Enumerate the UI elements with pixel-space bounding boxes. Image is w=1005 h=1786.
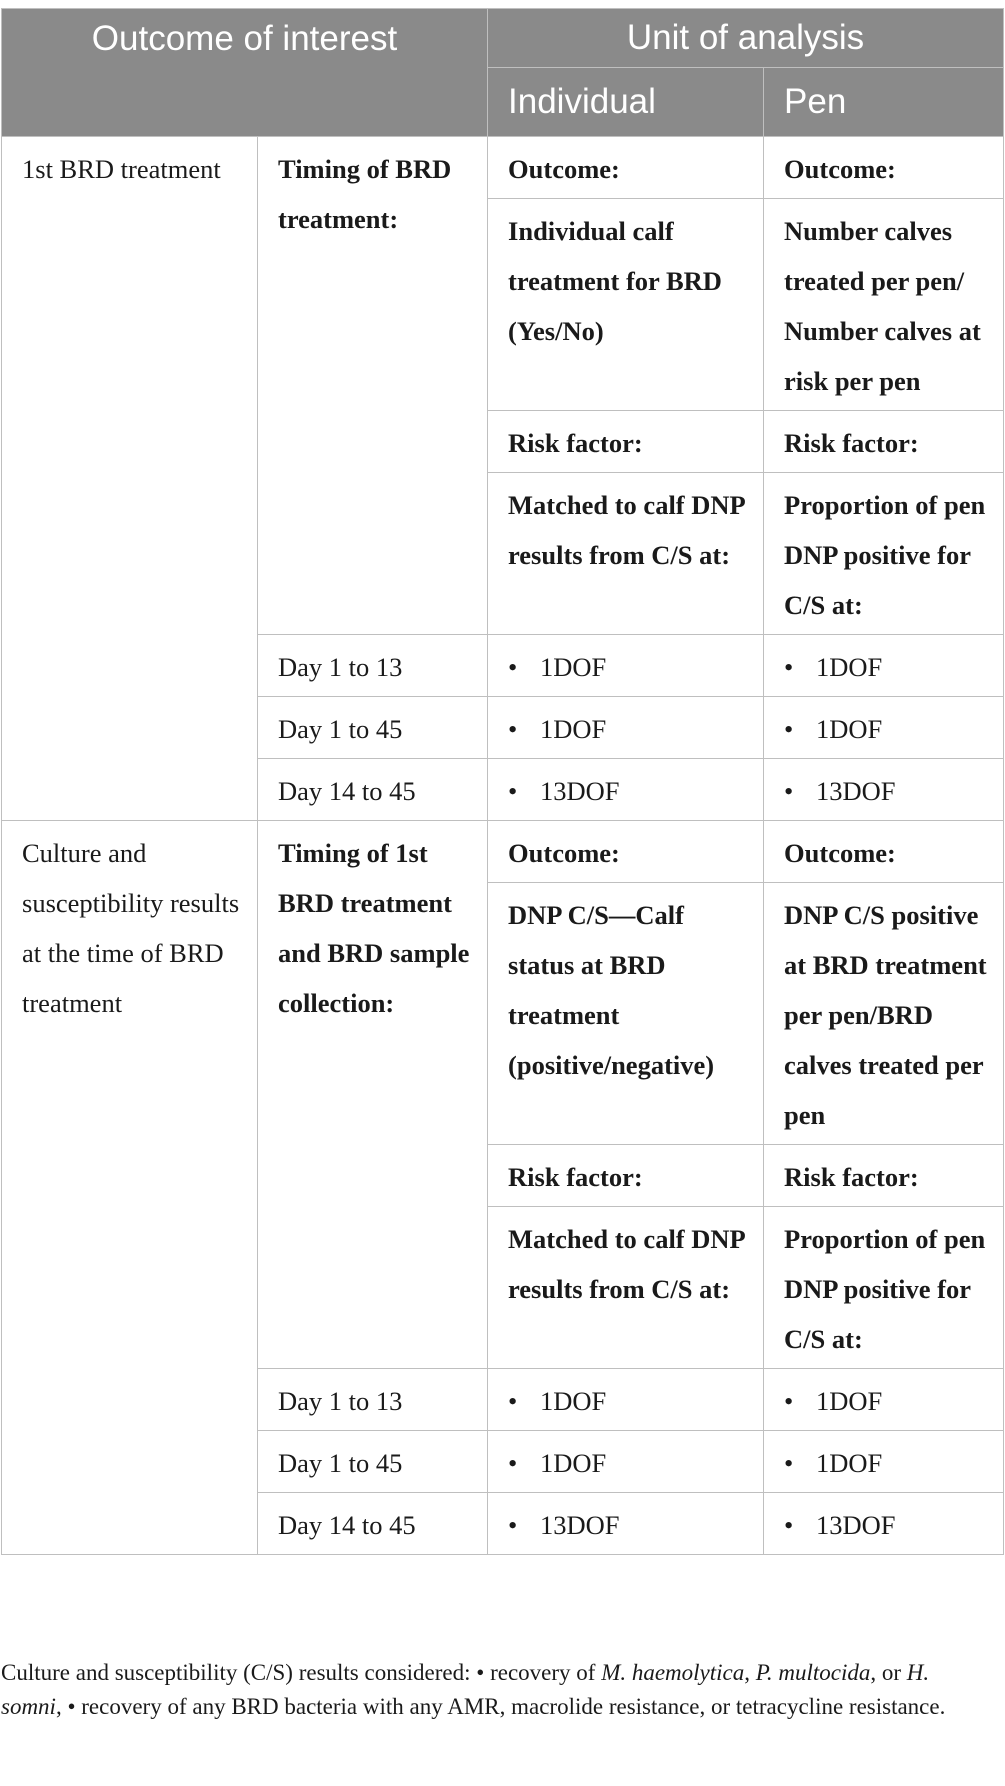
pen-outcome-text: Number calves treated per pen/ Number calves at risk per pen [764, 199, 1004, 411]
individual-value: • 1DOF [488, 1431, 764, 1493]
pen-risk-text: Proportion of pen DNP positive for C/S at: [764, 473, 1004, 635]
bullet-icon: • [784, 1448, 794, 1478]
bullet-icon: • [508, 652, 518, 682]
bullet-icon: • [508, 776, 518, 806]
bullet-icon: • [508, 1386, 518, 1416]
bullet-icon: • [784, 652, 794, 682]
bullet-icon: • [67, 1694, 76, 1719]
pen-value: • 1DOF [764, 1369, 1004, 1431]
header-outcome-of-interest: Outcome of interest [2, 9, 488, 137]
bullet-icon: • [476, 1660, 485, 1685]
individual-risk-text: Matched to calf DNP results from C/S at: [488, 1207, 764, 1369]
day-range: Day 14 to 45 [258, 759, 488, 821]
data-table [1, 8, 1004, 1555]
section-timing: Timing of BRD treatment: [258, 137, 488, 635]
individual-value: • 13DOF [488, 1493, 764, 1555]
pen-outcome-label: Outcome: [764, 821, 1004, 883]
table-footnote: Culture and susceptibility (C/S) results considered: • recovery of M. haemolytica, P. multocida, or H. somni, • recovery of any BRD bacteria with any AMR, macrolide resistance, or tetracycline resistance. [1, 1660, 946, 1719]
day-range: Day 1 to 45 [258, 1431, 488, 1493]
pen-outcome-label: Outcome: [764, 137, 1004, 199]
day-range: Day 14 to 45 [258, 1493, 488, 1555]
individual-value: • 1DOF [488, 1369, 764, 1431]
individual-risk-text: Matched to calf DNP results from C/S at: [488, 473, 764, 635]
pen-risk-text: Proportion of pen DNP positive for C/S at: [764, 1207, 1004, 1369]
day-range: Day 1 to 13 [258, 1369, 488, 1431]
pen-value: • 1DOF [764, 1431, 1004, 1493]
individual-value: • 13DOF [488, 759, 764, 821]
bullet-icon: • [508, 1448, 518, 1478]
pen-value: • 13DOF [764, 1493, 1004, 1555]
bullet-icon: • [784, 1510, 794, 1540]
section-outcome: Culture and susceptibility results at the time of BRD treatment [2, 821, 258, 1555]
pen-risk-label: Risk factor: [764, 1145, 1004, 1207]
header-unit-of-analysis: Unit of analysis [488, 9, 1004, 68]
pen-value: • 13DOF [764, 759, 1004, 821]
section-timing: Timing of 1st BRD treatment and BRD sample collection: [258, 821, 488, 1369]
section-outcome: 1st BRD treatment [2, 137, 258, 821]
header-pen: Pen [764, 68, 1004, 137]
individual-risk-label: Risk factor: [488, 411, 764, 473]
bullet-icon: • [784, 714, 794, 744]
header-individual: Individual [488, 68, 764, 137]
individual-outcome-label: Outcome: [488, 821, 764, 883]
individual-value: • 1DOF [488, 697, 764, 759]
individual-outcome-text: Individual calf treatment for BRD (Yes/No) [488, 199, 764, 411]
individual-outcome-label: Outcome: [488, 137, 764, 199]
day-range: Day 1 to 13 [258, 635, 488, 697]
pen-value: • 1DOF [764, 635, 1004, 697]
pen-risk-label: Risk factor: [764, 411, 1004, 473]
pen-value: • 1DOF [764, 697, 1004, 759]
bullet-icon: • [784, 776, 794, 806]
bullet-icon: • [508, 714, 518, 744]
day-range: Day 1 to 45 [258, 697, 488, 759]
individual-value: • 1DOF [488, 635, 764, 697]
individual-outcome-text: DNP C/S—Calf status at BRD treatment (positive/negative) [488, 883, 764, 1145]
individual-risk-label: Risk factor: [488, 1145, 764, 1207]
bullet-icon: • [784, 1386, 794, 1416]
pen-outcome-text: DNP C/S positive at BRD treatment per pen/BRD calves treated per pen [764, 883, 1004, 1145]
bullet-icon: • [508, 1510, 518, 1540]
